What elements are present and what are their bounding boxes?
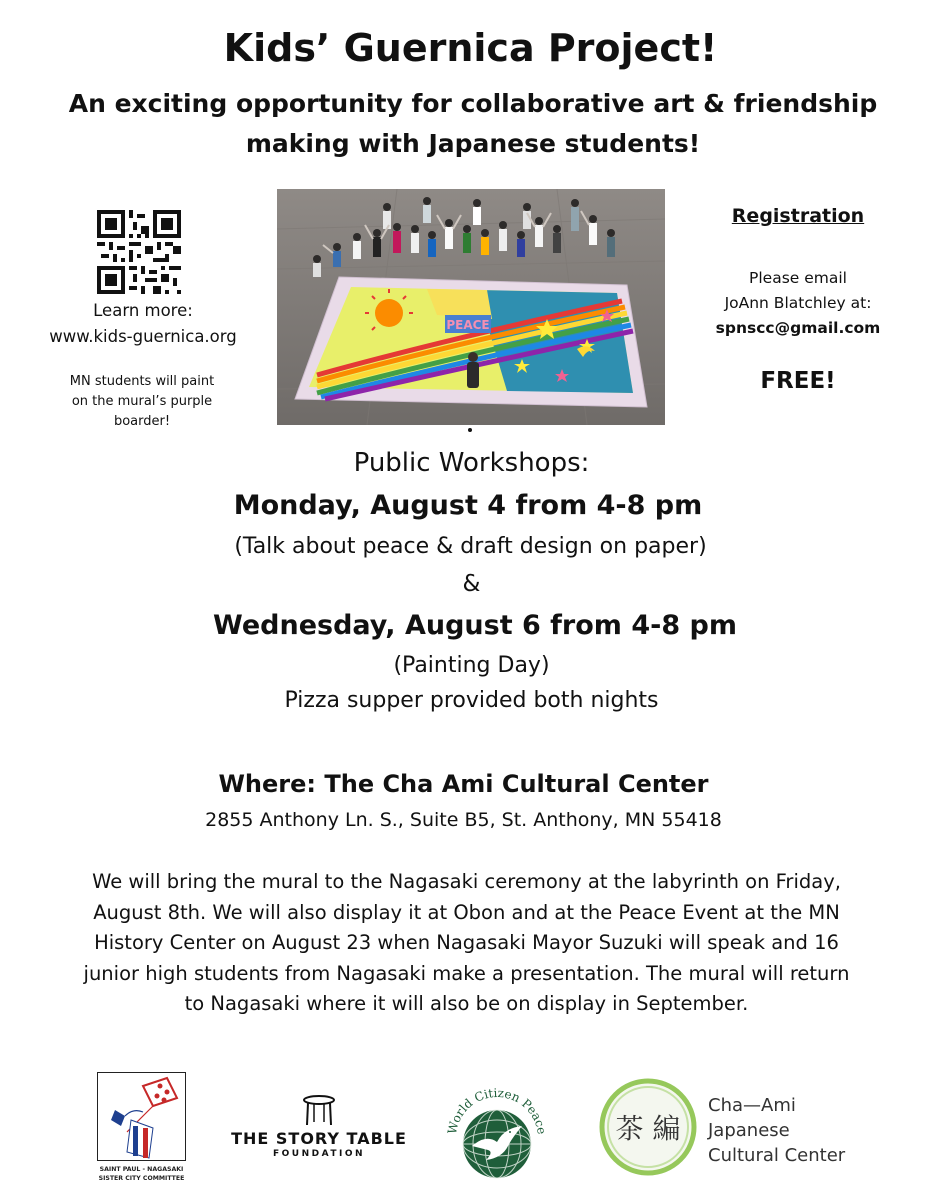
description-line-2: August 8th. We will also display it at Obon and at the Peace Event at the MN [93,900,840,924]
page-subtitle [0,84,927,164]
workshop-monday-note: (Talk about peace & draft design on paper) [234,534,707,559]
story-table-logo [226,1094,412,1164]
workshops-heading: Public Workshops: [353,448,590,478]
story-table-name: THE STORY TABLE [231,1129,407,1148]
workshop-wednesday: Wednesday, August 6 from 4-8 pm [213,610,737,641]
location-address: 2855 Anthony Ln. S., Suite B5, St. Anthony, MN 55418 [205,809,722,831]
location-heading: Where: The Cha Ami Cultural Center [218,770,709,798]
registration-line-1: Please email [749,269,847,287]
world-citizen-peace-text: World Citizen Peace [444,1085,549,1136]
photo-caption-dot [468,428,472,432]
sister-city-line-1: SAINT PAUL - NAGASAKI [99,1166,184,1173]
learn-more-label: Learn more: [93,301,193,320]
mn-note-line-2: on the mural’s purple [71,394,213,409]
cha-ami-line-3: Cultural Center [708,1145,846,1166]
website-link[interactable]: www.kids-guernica.org [49,327,237,346]
sister-city-logo [97,1072,186,1184]
cha-ami-kanji: 茶 編 [615,1112,681,1145]
workshop-wednesday-note: (Painting Day) [393,653,550,678]
registration-line-2: JoAnn Blatchley at: [724,294,872,312]
registration-info [700,266,896,341]
event-description [40,867,893,1020]
description-line-3: History Center on August 23 when Nagasaki Mayor Suzuki will speak and 16 [94,931,839,954]
registration-heading: Registration [731,205,865,227]
qr-code-icon[interactable] [97,210,181,294]
registration-email-link[interactable]: spnscc@gmail.com [715,319,881,337]
pizza-note: Pizza supper provided both nights [284,688,659,713]
mn-note-line-3: boarder! [113,414,171,429]
cha-ami-line-1: Cha—Ami [708,1095,796,1116]
mural-photo [277,189,665,425]
page-title: Kids’ Guernica Project! [223,26,718,70]
subtitle-line-2: making with Japanese students! [245,129,701,158]
story-table-foundation: FOUNDATION [272,1149,366,1159]
workshop-ampersand: & [462,571,481,597]
world-citizen-peace-logo [442,1080,552,1190]
cha-ami-seal [598,1077,698,1177]
table-icon [302,1094,336,1126]
description-line-1: We will bring the mural to the Nagasaki ceremony at the labyrinth on Friday, [92,870,841,893]
learn-more-block [40,298,246,350]
peace-banner-text: PEACE [446,318,490,332]
sister-city-line-2: SISTER CITY COMMITTEE [98,1175,185,1182]
cha-ami-name [708,1093,888,1168]
mn-note-line-1: MN students will paint [69,374,215,389]
subtitle-line-1: An exciting opportunity for collaborative art & friendship [68,89,878,118]
description-line-5: to Nagasaki where it will also be on display in September. [184,992,749,1015]
cha-ami-logo [598,1077,888,1177]
cha-ami-line-2: Japanese [708,1120,790,1141]
free-badge: FREE! [760,368,836,394]
workshop-monday: Monday, August 4 from 4-8 pm [233,490,703,521]
description-line-4: junior high students from Nagasaki make a presentation. The mural will return [83,961,850,985]
mn-students-note [52,372,232,432]
